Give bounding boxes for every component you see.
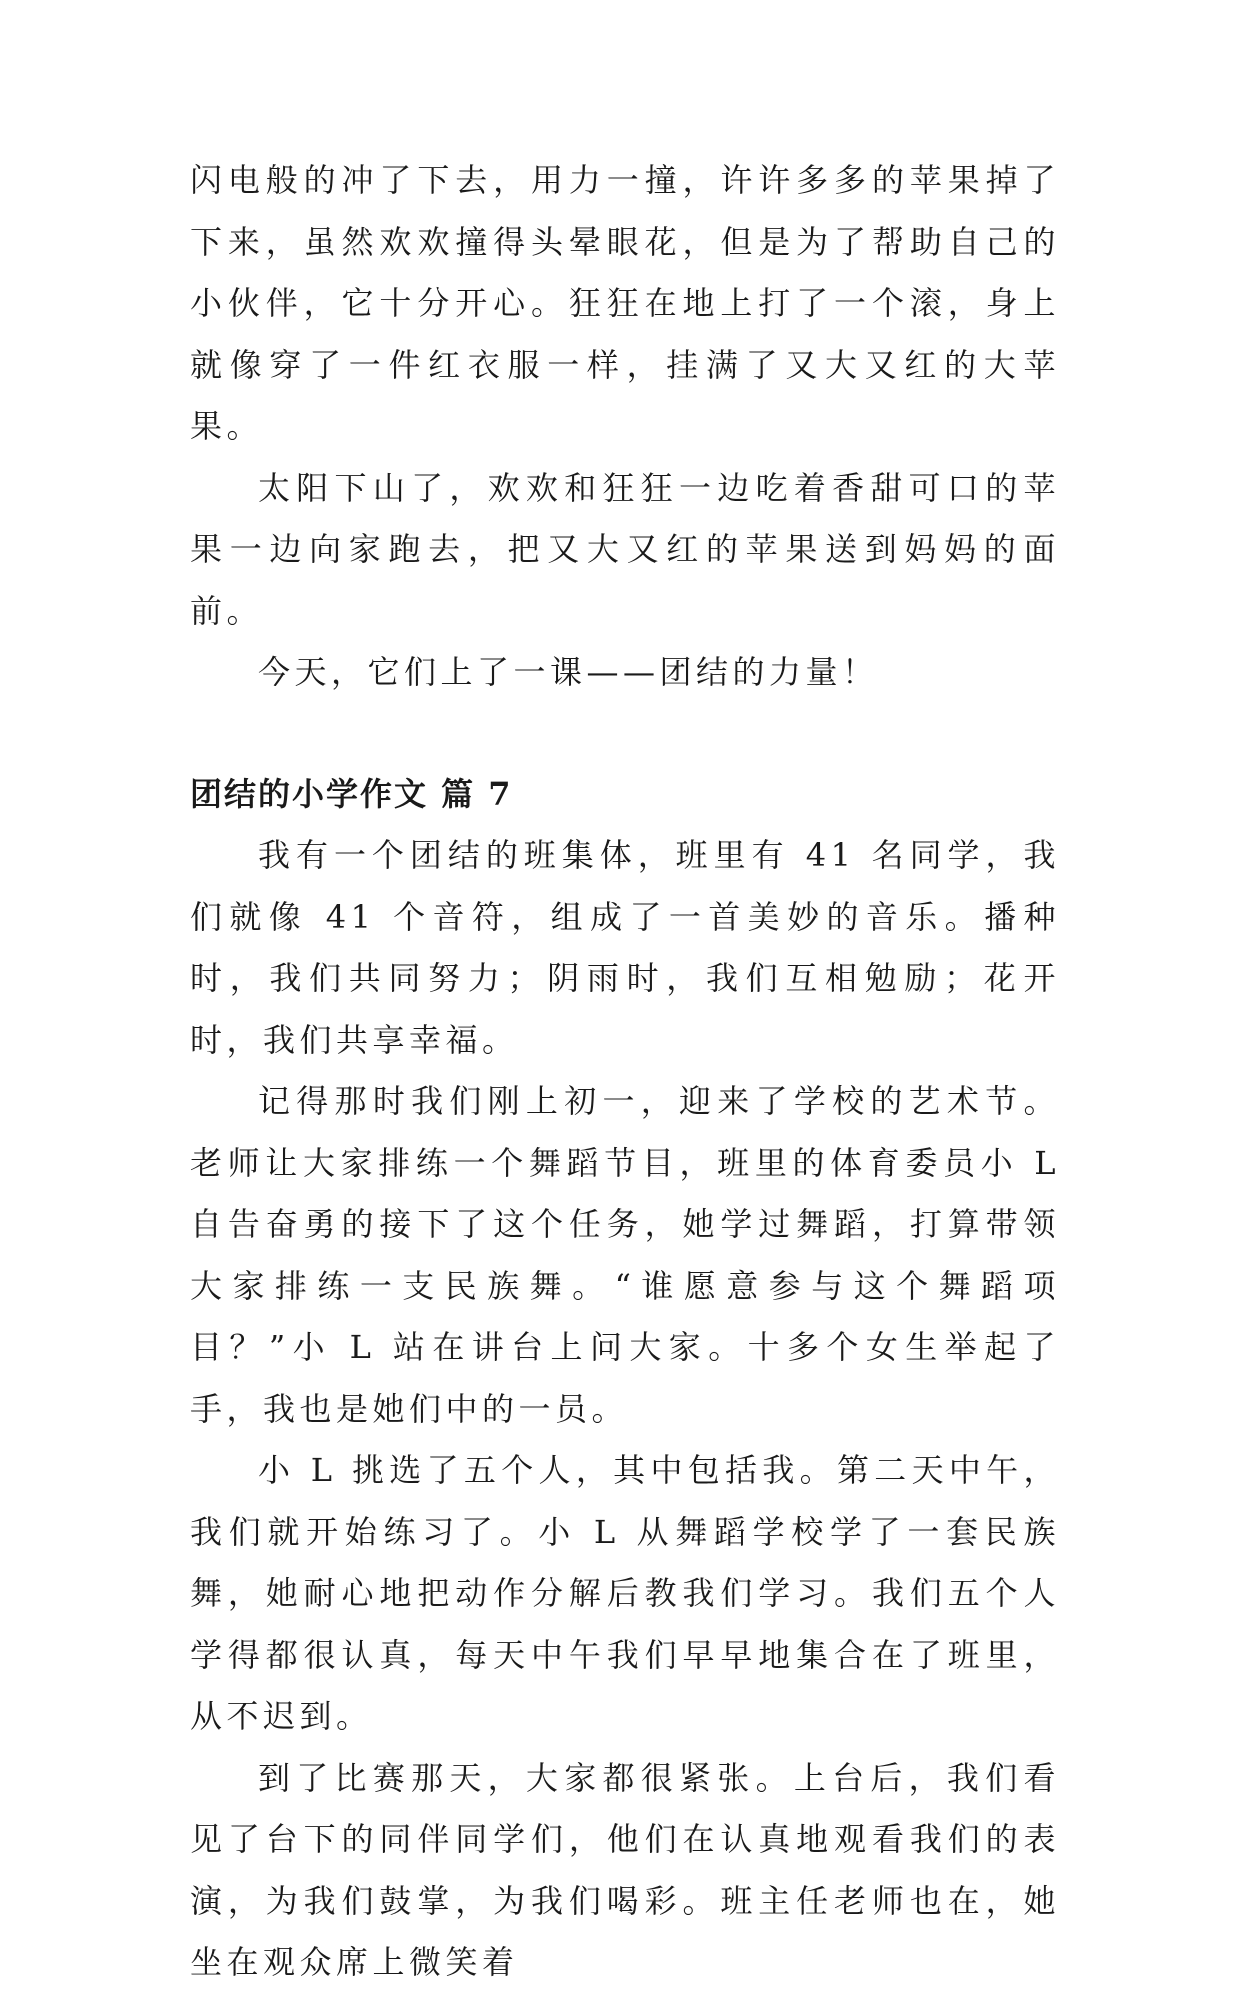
paragraph: 太阳下山了，欢欢和狂狂一边吃着香甜可口的苹果一边向家跑去，把又大又红的苹果送到妈妈的面前。 [190,468,1060,630]
paragraph: 今天，它们上了一课——团结的力量！ [258,653,879,691]
document-page [190,150,1060,1994]
paragraph: 小 L 挑选了五个人，其中包括我。第二天中午，我们就开始练习了。小 L 从舞蹈学校学了一套民族舞，她耐心地把动作分解后教我们学习。我们五个人学得都很认真，每天中午我们早早地集合在了班里，从不迟到。 [190,1451,1060,1735]
paragraph: 记得那时我们刚上初一，迎来了学校的艺术节。老师让大家排练一个舞蹈节目，班里的体育委员小 L 自告奋勇的接下了这个任务，她学过舞蹈，打算带领大家排练一支民族舞。“谁愿意参与这个舞蹈项目？”小 L 站在讲台上问大家。十多个女生举起了手，我也是她们中的一员。 [190,1082,1060,1428]
paragraph: 到了比赛那天，大家都很紧张。上台后，我们看见了台下的同伴同学们，他们在认真地观看我们的表演，为我们鼓掌，为我们喝彩。班主任老师也在，她坐在观众席上微笑着 [190,1758,1060,1981]
section-heading: 团结的小学作文 篇 7 [190,774,513,813]
paragraph: 我有一个团结的班集体，班里有 41 名同学，我们就像 41 个音符，组成了一首美妙的音乐。播种时，我们共同努力；阴雨时，我们互相勉励；花开时，我们共享幸福。 [190,836,1060,1059]
paragraph-continuation: 闪电般的冲了下去，用力一撞，许许多多的苹果掉了下来，虽然欢欢撞得头晕眼花，但是为了帮助自己的小伙伴，它十分开心。狂狂在地上打了一个滚，身上就像穿了一件红衣服一样，挂满了又大又红的大苹果。 [190,161,1060,445]
